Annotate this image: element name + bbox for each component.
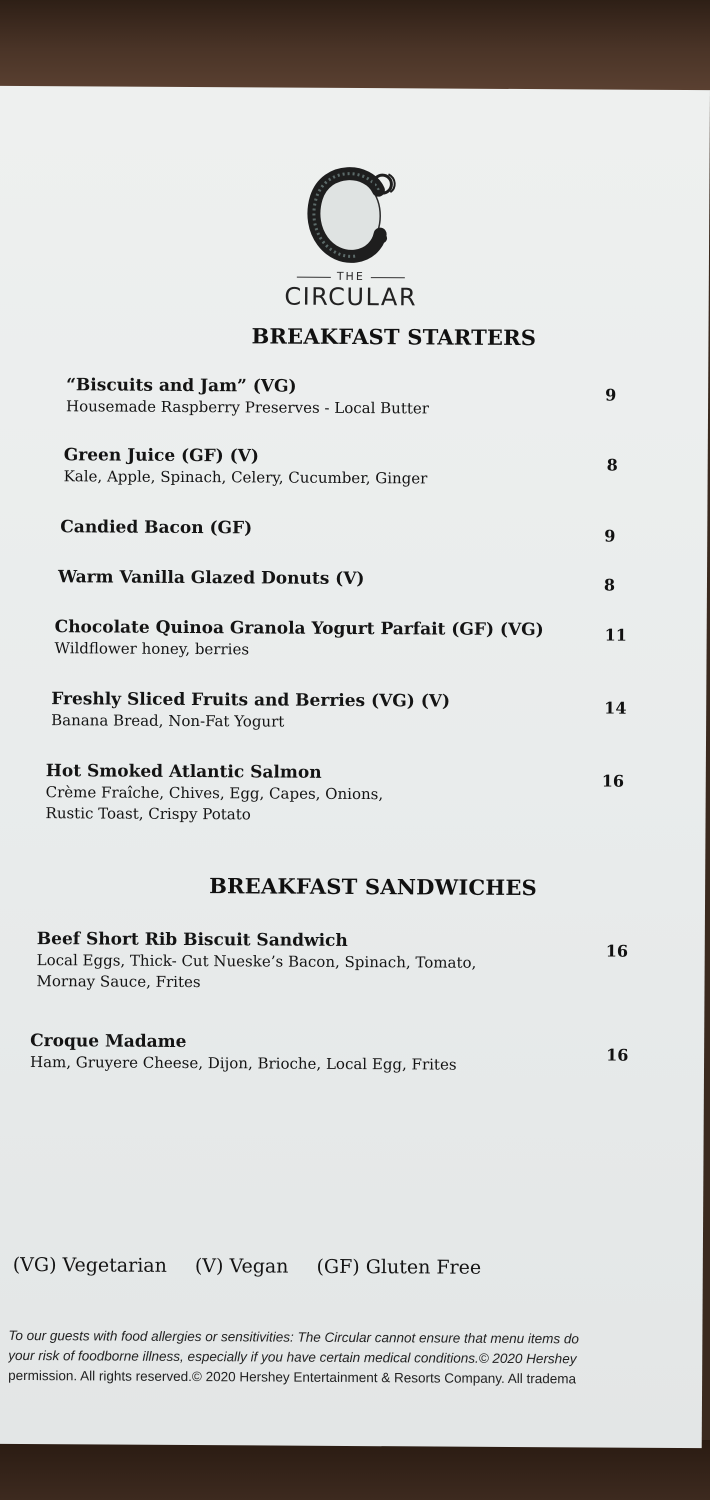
menu-item-name: Hot Smoked Atlantic Salmon [45,761,322,783]
section-title-sandwiches: BREAKFAST SANDWICHES [209,873,538,901]
menu-item-description: Wildflower honey, berries [54,639,250,659]
menu-item-description: Crème Fraîche, Chives, Egg, Capes, Onions, [45,783,384,804]
disclaimer-line: To our guests with food allergies or sensitivities: The Circular cannot ensure that menu items do [8,1327,579,1347]
menu-item [58,566,658,592]
logo-the-text: THE [261,269,441,283]
menu-item-name: Green Juice (GF) (V) [63,445,260,467]
menu-item-description: Rustic Toast, Crispy Potato [45,804,251,824]
menu-item-price: 14 [604,698,627,718]
menu-item-price: 11 [604,625,627,645]
menu-item [60,516,660,542]
menu-item [45,760,645,828]
section-title-starters: BREAKFAST STARTERS [251,323,537,351]
menu-item [51,688,651,735]
menu-item [64,444,664,491]
menu-item-price: 16 [606,1045,629,1065]
legend-vegan: (V) Vegan [194,1255,289,1278]
menu-item [36,928,636,996]
menu-item-price: 8 [603,575,616,595]
restaurant-logo [261,159,442,311]
menu-item-price: 8 [606,455,618,475]
menu-item-name: Croque Madame [30,1031,187,1052]
legend-vegetarian: (VG) Vegetarian [12,1253,167,1277]
menu-item-description: Housemade Raspberry Preserves - Local Butter [65,397,430,418]
menu-item-price: 9 [605,385,617,405]
menu-item-name: Chocolate Quinoa Granola Yogurt Parfait (GF) (VG) [54,617,544,641]
menu-item-description: Ham, Gruyere Cheese, Dijon, Brioche, Local Egg, Frites [29,1053,457,1074]
dietary-legend [13,1254,503,1279]
menu-item-name: “Biscuits and Jam” (VG) [66,375,297,397]
disclaimer-line: permission. All rights reserved.© 2020 Hershey Entertainment & Resorts Company. All tradema [8,1367,577,1387]
menu-item-name: Warm Vanilla Glazed Donuts (V) [57,567,365,590]
menu-item-price: 16 [605,941,629,961]
menu-item-description: Banana Bread, Non-Fat Yogurt [51,711,285,731]
menu-item [55,616,655,663]
disclaimer-line: your risk of foodborne illness, especially if you have certain medical conditions.© 2020 Hershey [8,1347,577,1367]
menu-item-name: Beef Short Rib Biscuit Sandwich [36,929,348,951]
table-surface-top [0,0,710,90]
allergy-disclaimer [8,1326,710,1390]
menu-item-description: Mornay Sauce, Frites [36,972,201,992]
menu-item-description: Kale, Apple, Spinach, Celery, Cucumber, Ginger [63,467,428,488]
table-surface-bottom [0,1440,710,1500]
monogram-c-icon [296,160,407,269]
menu-item-description: Local Eggs, Thick- Cut Nueske’s Bacon, Spinach, Tomato, [36,951,477,972]
menu-item-name: Freshly Sliced Fruits and Berries (VG) (V) [51,689,451,712]
menu-page [0,86,710,1448]
menu-item [30,1030,630,1077]
menu-item [66,374,666,421]
menu-item-price: 16 [601,771,625,791]
menu-item-price: 9 [604,526,616,546]
legend-gluten-free: (GF) Gluten Free [316,1255,482,1279]
menu-item-name: Candied Bacon (GF) [60,517,253,539]
logo-name-text: CIRCULAR [284,282,418,312]
